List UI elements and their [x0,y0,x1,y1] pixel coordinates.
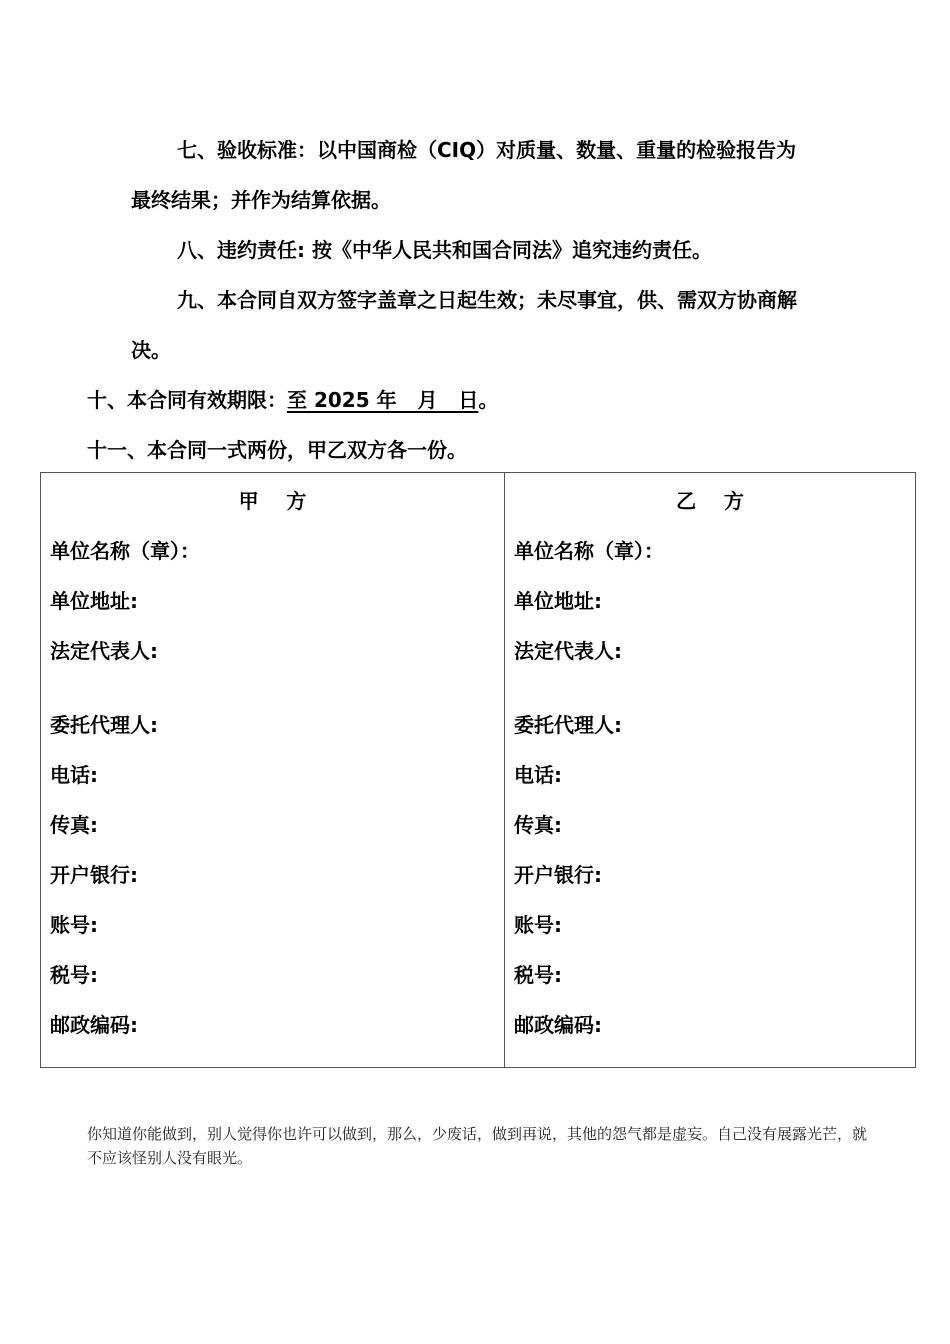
party-a-field-account: 账号: [50,913,98,937]
party-a-field-legal-rep: 法定代表人: [50,639,158,663]
clause-9-line-1: 九、本合同自双方签字盖章之日起生效；未尽事宜，供、需双方协商解 [177,288,797,312]
contract-clause-10 [87,388,498,412]
party-a-field-phone: 电话: [50,763,98,787]
party-b-heading: 乙 方 [676,489,744,513]
party-b-field-fax: 传真: [514,813,562,837]
party-b-field-legal-rep: 法定代表人: [514,639,622,663]
clause-10-suffix: 。 [478,388,499,412]
clause-10-term: 至 2025 年 月 日 [287,388,479,412]
table-divider [504,473,505,1067]
party-b-field-agent: 委托代理人: [514,713,622,737]
contract-clause-8: 八、违约责任: 按《中华人民共和国合同法》追究违约责任。 [177,238,712,262]
footer-quote: 你知道你能做到，别人觉得你也许可以做到，那么，少废话，做到再说，其他的怨气都是虚妄。自己没有展露光芒，就不应该怪别人没有眼光。 [87,1125,868,1167]
party-a-field-agent: 委托代理人: [50,713,158,737]
clause-7-line-1: 七、验收标准：以中国商检（CIQ）对质量、数量、重量的检验报告为 [177,138,797,162]
party-a-field-postcode: 邮政编码: [50,1013,138,1037]
party-b-field-postcode: 邮政编码: [514,1013,602,1037]
party-b-field-account: 账号: [514,913,562,937]
signature-table [40,472,916,1068]
contract-clause-11: 十一、本合同一式两份，甲乙双方各一份。 [87,438,467,462]
party-a-field-fax: 传真: [50,813,98,837]
party-a-heading: 甲 方 [238,489,307,513]
party-a-field-company: 单位名称（章）： [50,539,200,563]
party-b-field-tax-id: 税号: [514,963,562,987]
party-b-field-company: 单位名称（章）： [514,539,664,563]
party-b-field-address: 单位地址: [514,589,602,613]
clause-9-line-2: 决。 [131,338,171,362]
clause-7-line-2: 最终结果；并作为结算依据。 [131,188,391,212]
party-b-field-bank: 开户银行: [514,863,602,887]
party-a-field-tax-id: 税号: [50,963,98,987]
clause-10-prefix: 十、本合同有效期限： [87,388,287,412]
party-b-field-phone: 电话: [514,763,562,787]
party-a-field-address: 单位地址: [50,589,138,613]
party-a-field-bank: 开户银行: [50,863,138,887]
